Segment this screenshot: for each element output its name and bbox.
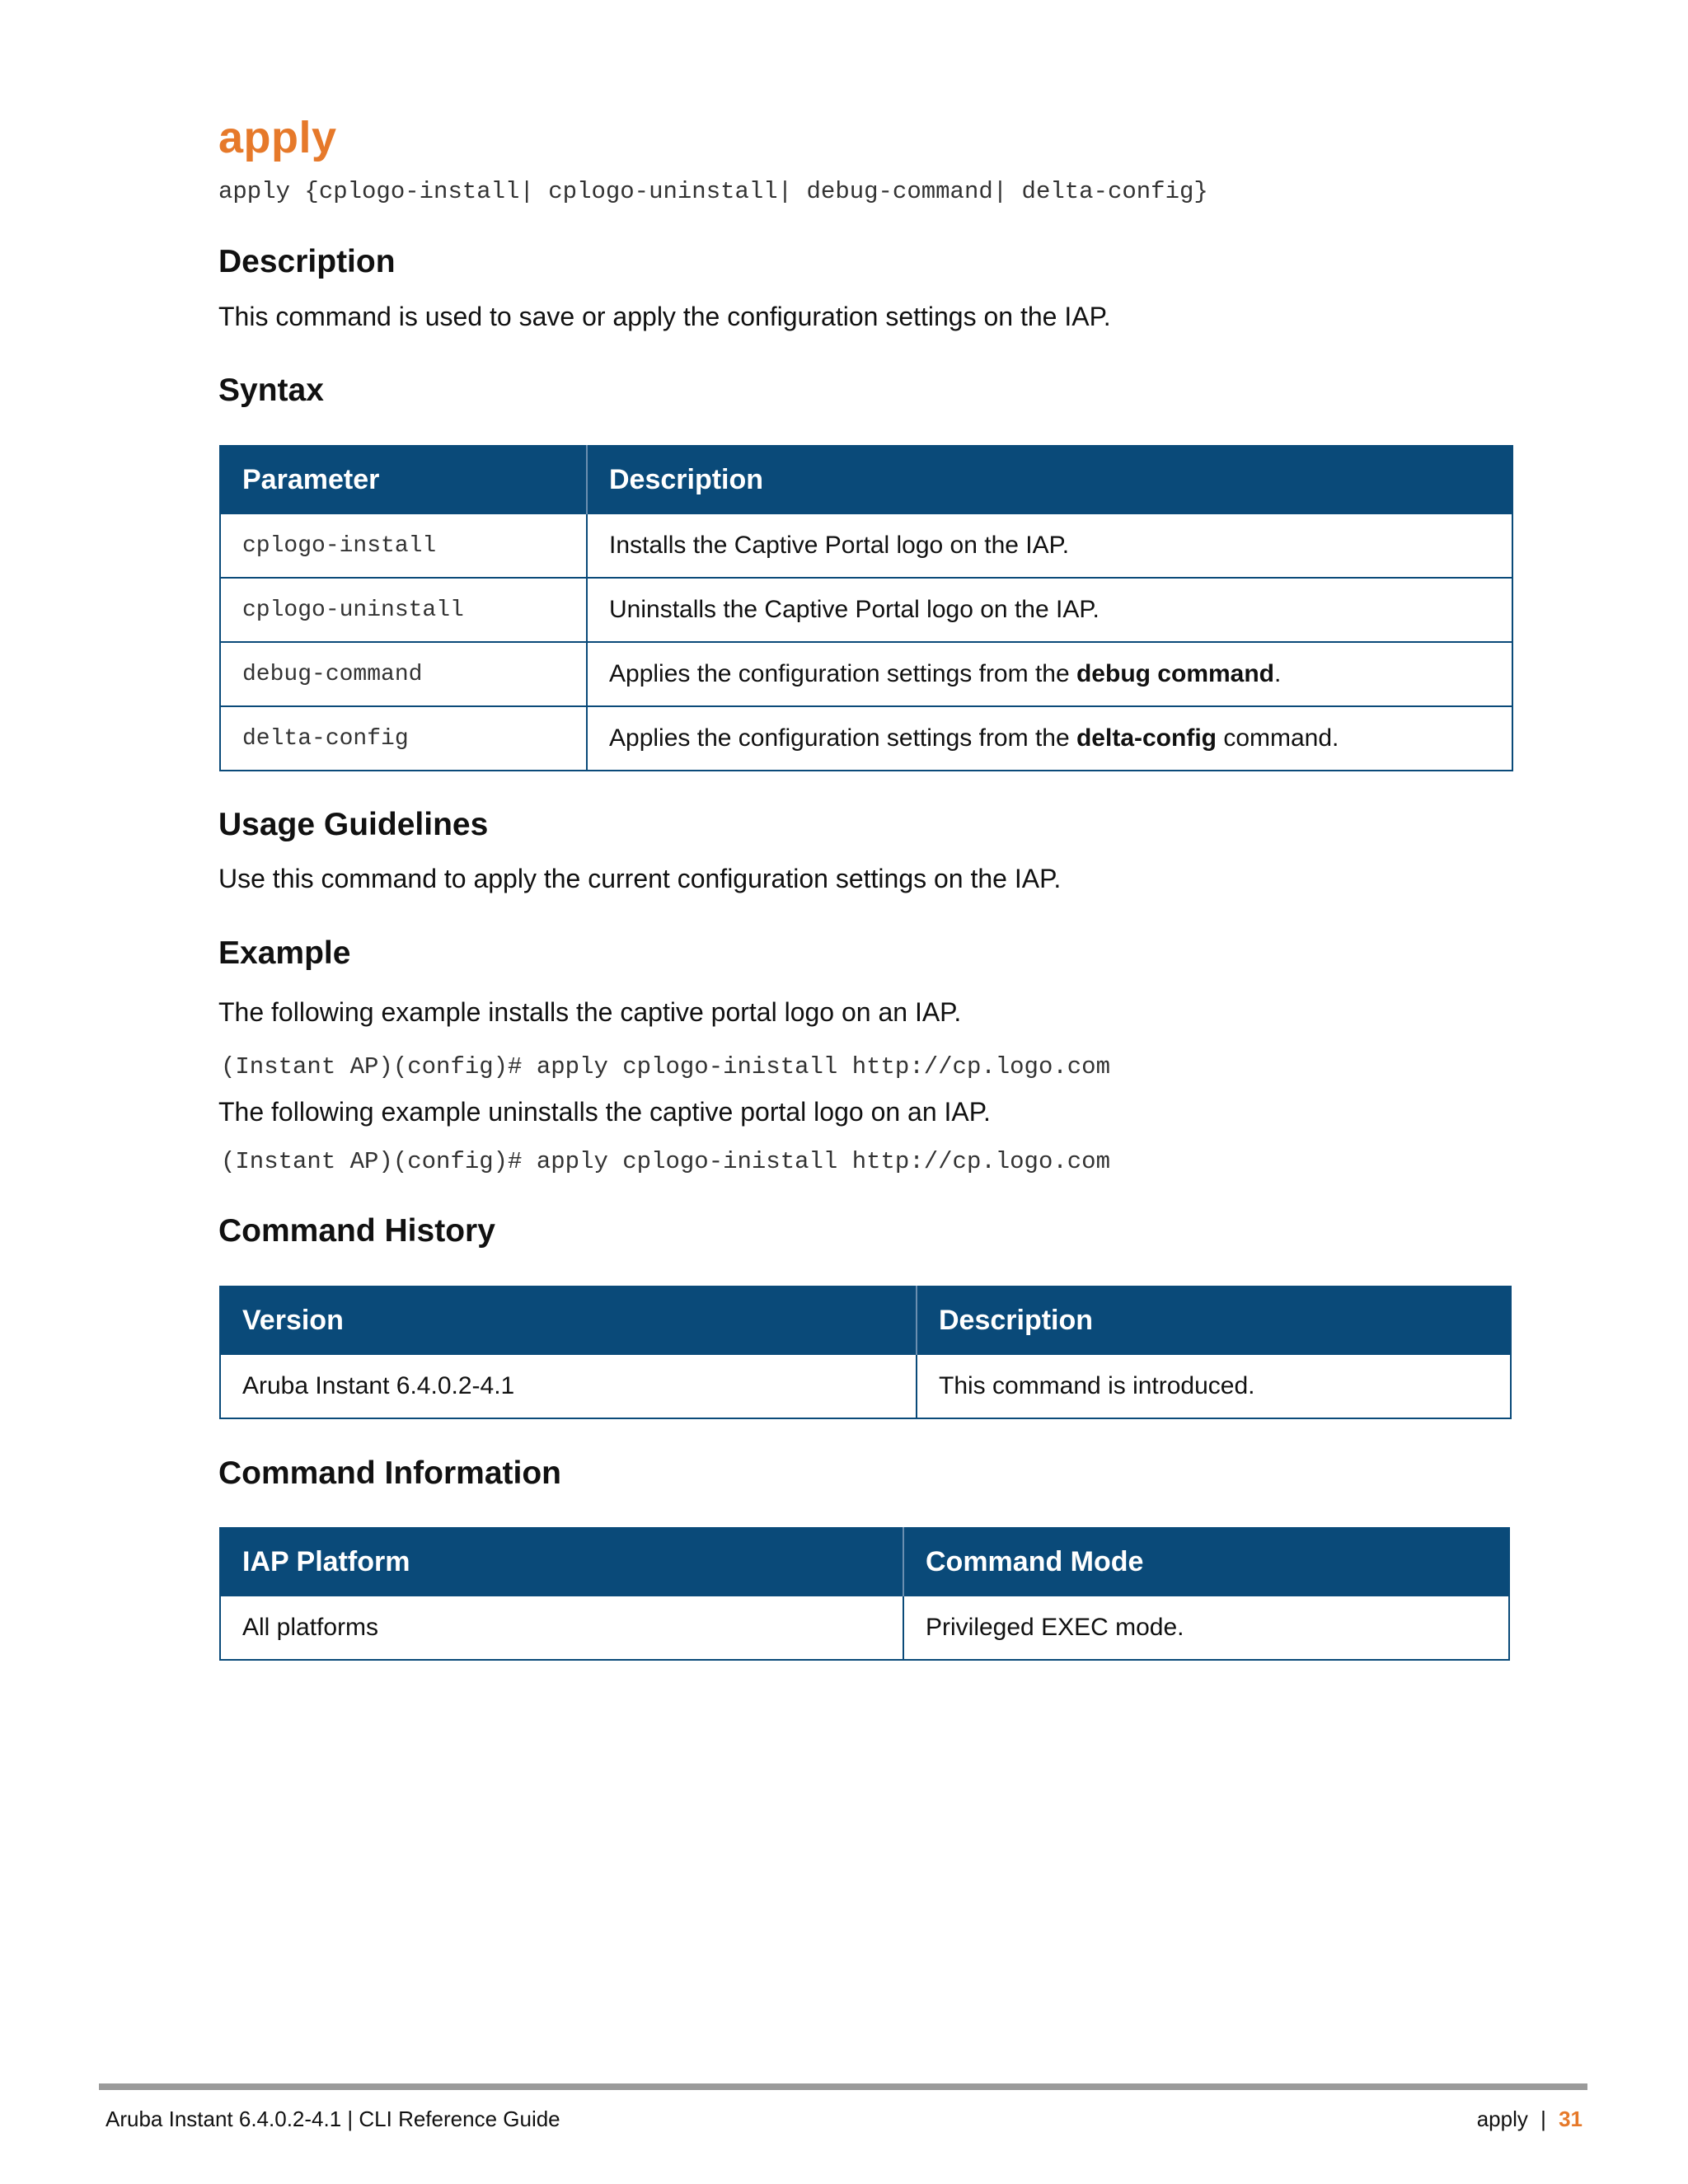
table-header-cell: Description xyxy=(587,446,1512,513)
example-intro-uninstall: The following example uninstalls the captive portal logo on an IAP. xyxy=(218,1097,991,1127)
description-cell: Applies the configuration settings from the delta-config command. xyxy=(587,706,1512,771)
table-header-row xyxy=(220,1286,1511,1354)
footer-page-info xyxy=(1477,2107,1582,2132)
footer-doc-title: Aruba Instant 6.4.0.2-4.1 | CLI Reference Guide xyxy=(106,2107,560,2131)
table-header-row xyxy=(220,446,1512,513)
table-header-row xyxy=(220,1528,1509,1596)
table-row xyxy=(220,1596,1509,1660)
table-header-cell: IAP Platform xyxy=(220,1528,903,1596)
description-heading: Description xyxy=(218,244,396,279)
description-cell: Uninstalls the Captive Portal logo on the IAP. xyxy=(587,578,1512,642)
parameter-cell: cplogo-install xyxy=(220,513,587,578)
usage-text: Use this command to apply the current configuration settings on the IAP. xyxy=(218,864,1062,893)
example-code-uninstall: (Instant AP)(config)# apply cplogo-inistall http://cp.logo.com xyxy=(221,1148,1110,1175)
history-table xyxy=(219,1286,1512,1419)
syntax-table xyxy=(219,445,1513,771)
table-header-cell: Version xyxy=(220,1286,917,1354)
info-table xyxy=(219,1527,1510,1661)
history-description-cell: This command is introduced. xyxy=(917,1354,1511,1418)
description-text: This command is used to save or apply the configuration settings on the IAP. xyxy=(218,302,1111,331)
page-number: 31 xyxy=(1559,2107,1582,2131)
table-row xyxy=(220,1354,1511,1418)
parameter-cell: delta-config xyxy=(220,706,587,771)
table-row xyxy=(220,578,1512,642)
table-header-cell: Description xyxy=(917,1286,1511,1354)
parameter-cell: cplogo-uninstall xyxy=(220,578,587,642)
table-row xyxy=(220,642,1512,706)
page-title: apply xyxy=(218,113,337,162)
syntax-heading: Syntax xyxy=(218,373,324,408)
usage-heading: Usage Guidelines xyxy=(218,807,489,842)
description-cell: Installs the Captive Portal logo on the IAP. xyxy=(587,513,1512,578)
parameter-cell: debug-command xyxy=(220,642,587,706)
description-cell: Applies the configuration settings from the debug command. xyxy=(587,642,1512,706)
table-header-cell: Command Mode xyxy=(903,1528,1509,1596)
example-intro-install: The following example installs the captive portal logo on an IAP. xyxy=(218,997,962,1027)
platform-cell: All platforms xyxy=(220,1596,903,1660)
footer-section-label: apply xyxy=(1476,2107,1528,2131)
table-row xyxy=(220,513,1512,578)
syntax-line: apply {cplogo-install| cplogo-uninstall| debug-command| delta-config} xyxy=(218,178,1208,205)
example-code-install: (Instant AP)(config)# apply cplogo-inistall http://cp.logo.com xyxy=(221,1053,1110,1080)
info-heading: Command Information xyxy=(218,1455,561,1491)
mode-cell: Privileged EXEC mode. xyxy=(903,1596,1509,1660)
table-header-cell: Parameter xyxy=(220,446,587,513)
footer-rule xyxy=(99,2083,1587,2090)
table-row xyxy=(220,706,1512,771)
history-heading: Command History xyxy=(218,1213,495,1249)
version-cell: Aruba Instant 6.4.0.2-4.1 xyxy=(220,1354,917,1418)
footer-separator: | xyxy=(1540,2107,1546,2131)
example-heading: Example xyxy=(218,935,351,971)
